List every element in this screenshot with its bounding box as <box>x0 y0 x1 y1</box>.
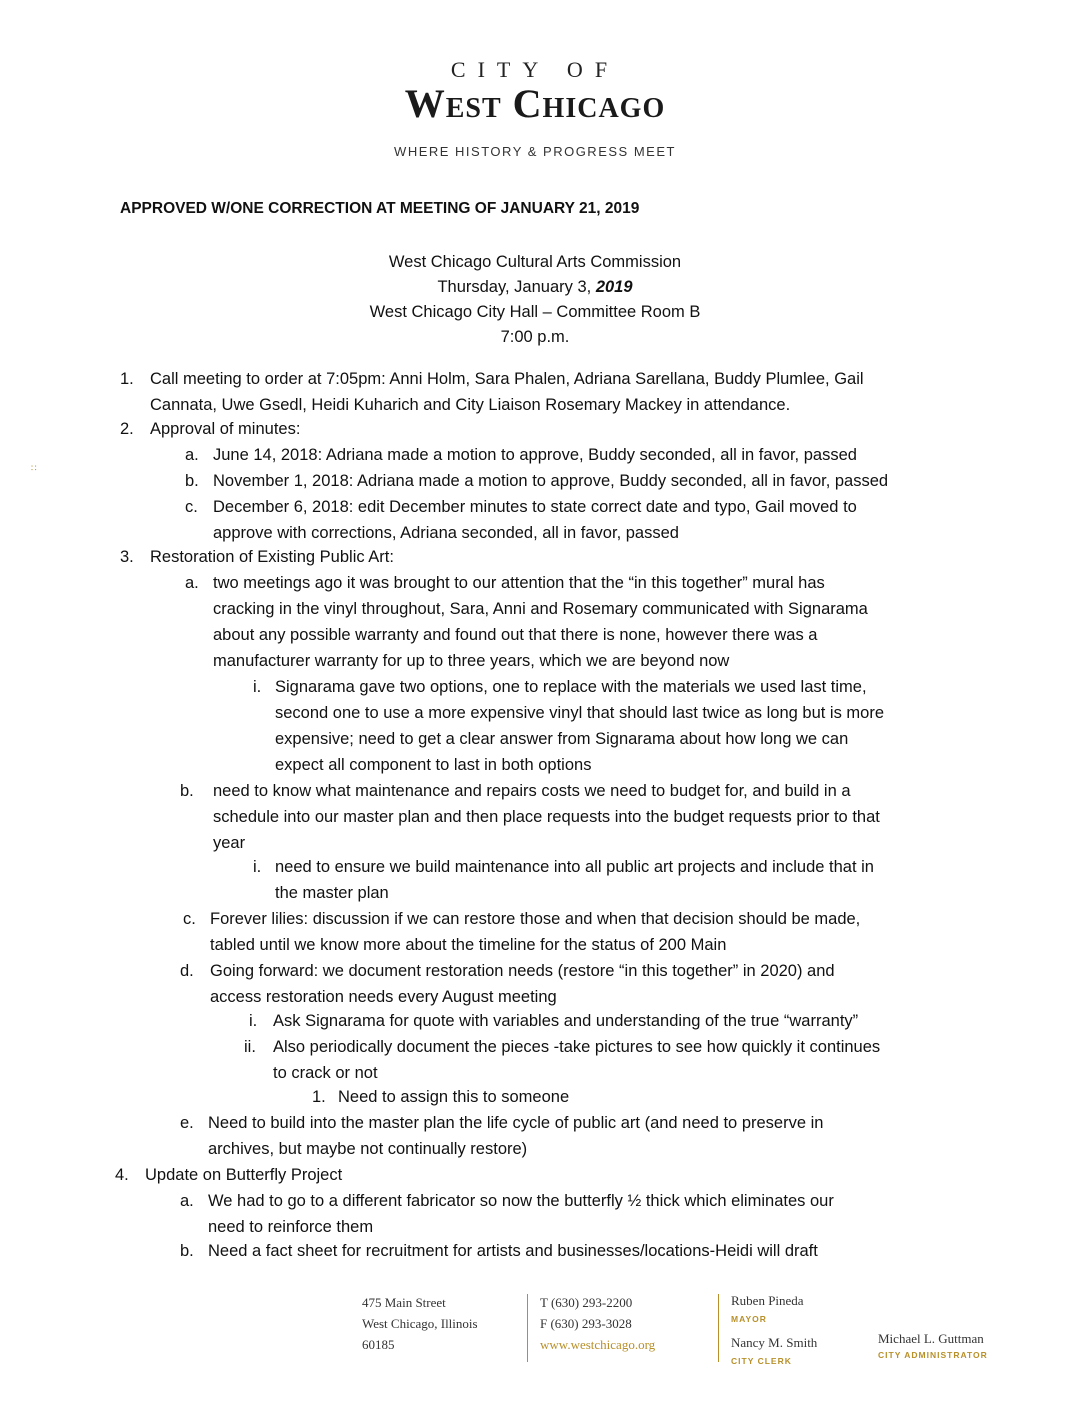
item-line: tabled until we know more about the timeline for the status of 200 Main <box>210 936 727 954</box>
item-line: the master plan <box>275 884 389 902</box>
item-number: b. <box>185 472 199 490</box>
item-line: Restoration of Existing Public Art: <box>150 548 394 566</box>
item-line: two meetings ago it was brought to our attention that the “in this together” mural has <box>213 574 825 592</box>
item-number: i. <box>253 858 262 876</box>
mayor-name: Ruben Pineda <box>731 1293 804 1308</box>
footer-address <box>362 1292 478 1355</box>
approval-note: APPROVED W/ONE CORRECTION AT MEETING OF JANUARY 21, 2019 <box>120 200 640 217</box>
item-line: Need to assign this to someone <box>338 1088 570 1106</box>
meeting-date-prefix: Thursday, January 3, <box>437 278 596 296</box>
item-number: i. <box>249 1012 258 1030</box>
footer-divider <box>527 1294 528 1362</box>
item-line: Need a fact sheet for recruitment for artists and businesses/locations-Heidi will draft <box>208 1242 818 1260</box>
item-line: expensive; need to get a clear answer from Signarama about how long we can <box>275 730 849 748</box>
item-line: Forever lilies: discussion if we can restore those and when that decision should be made, <box>210 910 861 928</box>
item-number: 1. <box>120 370 134 388</box>
clerk-role: CITY CLERK <box>731 1356 792 1366</box>
footer-administrator <box>878 1331 988 1363</box>
item-line: approve with corrections, Adriana seconded, all in favor, passed <box>213 524 679 542</box>
meeting-header <box>300 250 770 350</box>
item-line: Also periodically document the pieces -take pictures to see how quickly it continues <box>273 1038 881 1056</box>
item-number: i. <box>253 678 262 696</box>
item-line: Need to build into the master plan the life cycle of public art (and need to preserve in <box>208 1114 824 1132</box>
item-line: to crack or not <box>273 1064 378 1082</box>
item-number: a. <box>185 446 199 464</box>
tagline: WHERE HISTORY & PROGRESS MEET <box>394 144 676 159</box>
item-line: archives, but maybe not continually restore) <box>208 1140 528 1158</box>
item-line: We had to go to a different fabricator so now the butterfly ½ thick which eliminates our <box>208 1192 834 1210</box>
item-line: manufacturer warranty for up to three years, which we are beyond now <box>213 652 730 670</box>
item-line: November 1, 2018: Adriana made a motion to approve, Buddy seconded, all in favor, passed <box>213 472 889 490</box>
footer-divider <box>718 1294 719 1362</box>
item-line: expect all component to last in both options <box>275 756 592 774</box>
meeting-date <box>300 275 770 300</box>
meeting-org: West Chicago Cultural Arts Commission <box>388 253 682 271</box>
address-street: 475 Main Street <box>362 1295 446 1310</box>
item-number: a. <box>180 1192 194 1210</box>
item-number: b. <box>180 1242 194 1260</box>
item-line: Cannata, Uwe Gsedl, Heidi Kuharich and City Liaison Rosemary Mackey in attendance. <box>150 396 791 414</box>
meeting-location: West Chicago City Hall – Committee Room B <box>369 303 701 321</box>
item-line: second one to use a more expensive vinyl that should last twice as long but is more <box>275 704 885 722</box>
address-city: West Chicago, Illinois <box>362 1316 478 1331</box>
item-line: Call meeting to order at 7:05pm: Anni Holm, Sara Phalen, Adriana Sarellana, Buddy Plumlee, Gail <box>150 370 864 388</box>
footer-website-link[interactable]: www.westchicago.org <box>540 1337 656 1352</box>
item-line: year <box>213 834 246 852</box>
city-logo <box>340 58 730 126</box>
item-line: need to ensure we build maintenance into all public art projects and include that in <box>275 858 874 876</box>
item-line: need to know what maintenance and repairs costs we need to budget for, and build in a <box>213 782 851 800</box>
item-number: 2. <box>120 420 134 438</box>
item-line: June 14, 2018: Adriana made a motion to approve, Buddy seconded, all in favor, passed <box>213 446 857 464</box>
item-line: need to reinforce them <box>208 1218 374 1236</box>
clerk-name: Nancy M. Smith <box>731 1335 818 1350</box>
mayor-role: MAYOR <box>731 1314 767 1324</box>
item-line: Signarama gave two options, one to replace with the materials we used last time, <box>275 678 867 696</box>
item-number: c. <box>183 910 196 928</box>
footer-officials <box>731 1292 817 1370</box>
meeting-date-year: 2019 <box>595 278 633 296</box>
item-number: 4. <box>115 1166 129 1184</box>
item-line: Approval of minutes: <box>150 420 301 438</box>
item-number: ii. <box>244 1038 256 1056</box>
item-number: a. <box>185 574 199 592</box>
item-line: December 6, 2018: edit December minutes to state correct date and typo, Gail moved to <box>213 498 857 516</box>
item-line: Update on Butterfly Project <box>145 1166 343 1184</box>
item-line: access restoration needs every August meeting <box>210 988 557 1006</box>
admin-name: Michael L. Guttman <box>878 1331 984 1346</box>
item-number: e. <box>180 1114 194 1132</box>
item-number: 1. <box>312 1088 326 1106</box>
item-number: c. <box>185 498 198 516</box>
footer-contact <box>540 1292 655 1355</box>
logo-city-name: West Chicago <box>404 81 666 126</box>
item-number: 3. <box>120 548 134 566</box>
address-zip: 60185 <box>362 1337 395 1352</box>
item-line: Ask Signarama for quote with variables and understanding of the true “warranty” <box>273 1012 859 1030</box>
admin-role: CITY ADMINISTRATOR <box>878 1350 988 1360</box>
footer-fax: F (630) 293-3028 <box>540 1316 632 1331</box>
item-line: Going forward: we document restoration needs (restore “in this together” in 2020) and <box>210 962 835 980</box>
meeting-time: 7:00 p.m. <box>500 328 570 346</box>
item-line: cracking in the vinyl throughout, Sara, Anni and Rosemary communicated with Signarama <box>213 600 868 618</box>
item-line: schedule into our master plan and then place requests into the budget requests prior to that <box>213 808 880 826</box>
footer-phone: T (630) 293-2200 <box>540 1295 633 1310</box>
item-line: about any possible warranty and found out that there is none, however there was a <box>213 626 818 644</box>
item-number: b. <box>180 782 194 800</box>
scan-mark: ∷ <box>31 463 37 473</box>
logo-city-of: CITY OF <box>450 57 620 82</box>
item-number: d. <box>180 962 194 980</box>
